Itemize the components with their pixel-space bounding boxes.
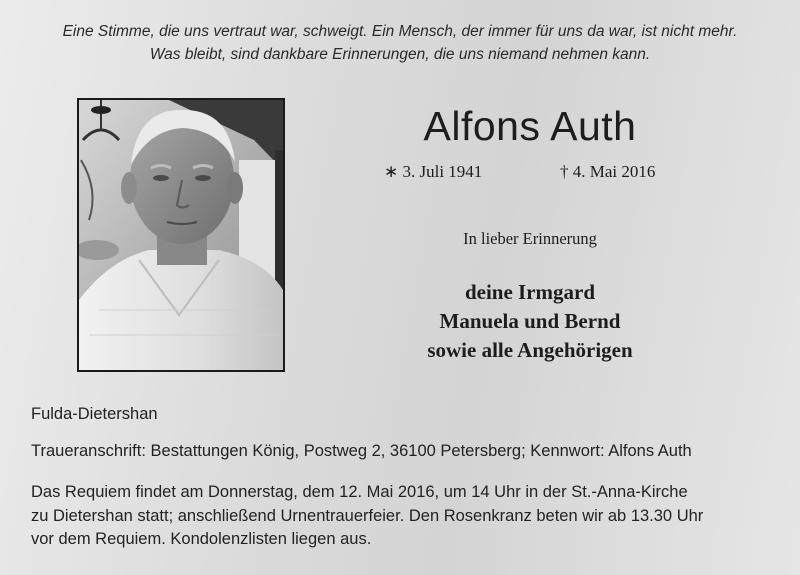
- mourning-address: Traueranschrift: Bestattungen König, Postweg 2, 36100 Petersberg; Kennwort: Alfons Auth: [31, 442, 692, 460]
- mourner-line: Manuela und Bernd: [439, 309, 621, 333]
- quote-line-2: Was bleibt, sind dankbare Erinnerungen, die uns niemand nehmen kann.: [149, 46, 651, 63]
- mourner-line: sowie alle Angehörigen: [427, 338, 633, 362]
- quote-line-1: Eine Stimme, die uns vertraut war, schweigt. Ein Mensch, der immer für uns da war, ist nicht mehr.: [62, 23, 738, 40]
- death-date: † 4. Mai 2016: [560, 162, 656, 181]
- requiem-line-1: Das Requiem findet am Donnerstag, dem 12. Mai 2016, um 14 Uhr in der St.-Anna-Kirche: [31, 483, 688, 501]
- deceased-name: Alfons Auth: [423, 103, 637, 149]
- requiem-line-3: vor dem Requiem. Kondolenzlisten liegen aus.: [31, 530, 372, 548]
- portrait-image: [79, 100, 283, 370]
- opening-quote: [0, 20, 800, 66]
- mourners-list: [330, 278, 730, 365]
- remembrance-phrase: In lieber Erinnerung: [463, 229, 597, 248]
- portrait-photo: [77, 98, 285, 372]
- requiem-info: [31, 481, 781, 552]
- birth-date: ∗ 3. Juli 1941: [384, 162, 483, 181]
- requiem-line-2: zu Dietershan statt; anschließend Urnentrauerfeier. Den Rosenkranz beten wir ab 13.30 Uhr: [31, 506, 704, 525]
- mourner-line: deine Irmgard: [464, 280, 596, 304]
- place-name: Fulda-Dietershan: [31, 405, 158, 423]
